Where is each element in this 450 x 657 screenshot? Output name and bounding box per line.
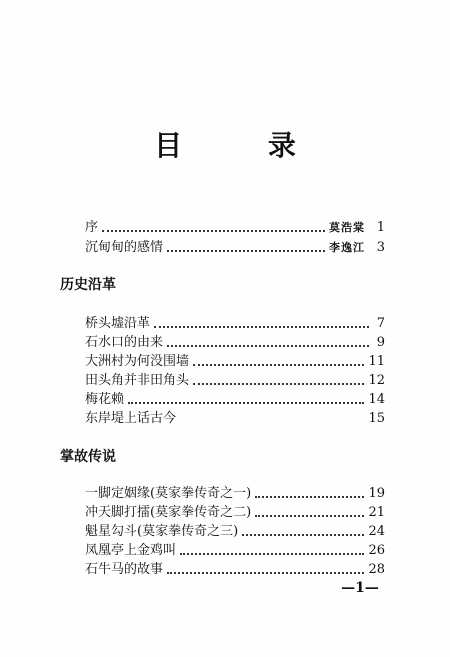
section-heading-legends: 掌故传说 — [60, 449, 116, 465]
dot-leader — [154, 326, 369, 328]
dot-leader — [193, 383, 364, 385]
toc-entry-page: 12 — [368, 373, 385, 388]
toc-entry-page: 19 — [368, 486, 385, 501]
toc-entry — [85, 503, 385, 523]
toc-entry-label: 沉甸甸的感情 — [85, 240, 164, 255]
toc-entry — [85, 484, 385, 504]
dot-leader — [242, 534, 364, 536]
toc-entry-preface — [85, 218, 385, 238]
dot-leader — [167, 345, 369, 347]
dot-leader — [193, 364, 364, 366]
toc-entry-label: 桥头墟沿革 — [85, 316, 151, 331]
dot-leader — [102, 230, 325, 232]
toc-entry-label: 梅花赖 — [85, 392, 125, 407]
toc-entry-author: 莫浩棠 — [329, 221, 365, 234]
toc-entry — [85, 333, 385, 353]
toc-entry — [85, 352, 385, 372]
toc-entry-author: 李逸江 — [329, 241, 365, 254]
toc-entry — [85, 371, 385, 391]
toc-entry-label: 石水口的由来 — [85, 335, 164, 350]
toc-entry — [85, 390, 385, 410]
dot-leader — [180, 553, 364, 555]
toc-entry-page: 28 — [368, 562, 385, 577]
toc-entry-page: 24 — [368, 524, 385, 539]
toc-entry-page: 26 — [368, 543, 385, 558]
toc-entry — [85, 541, 385, 561]
dot-leader — [255, 515, 364, 517]
toc-entry-page: 21 — [368, 505, 385, 520]
toc-entry-page: 15 — [368, 411, 385, 426]
toc-entry-page: 1 — [376, 220, 385, 235]
toc-entry-page: 3 — [376, 240, 385, 255]
toc-entry-page: 11 — [368, 354, 385, 369]
toc-entry-label: 冲天脚打擂(莫家拳传奇之二) — [85, 505, 252, 520]
dot-leader — [128, 402, 364, 404]
toc-entry-page: 7 — [376, 316, 385, 331]
toc-entry-page: 9 — [376, 335, 385, 350]
toc-entry-page: 14 — [368, 392, 385, 407]
page-title: 目 录 — [154, 129, 334, 162]
page-number-footer: —1— — [341, 580, 379, 596]
toc-entry-label: 凤凰亭上金鸡叫 — [85, 543, 177, 558]
toc-entry-label: 东岸堤上话古今 — [85, 411, 177, 426]
toc-entry — [85, 409, 385, 429]
dot-leader — [167, 572, 364, 574]
toc-entry-label: 大洲村为何没围墙 — [85, 354, 190, 369]
toc-entry-feelings — [85, 238, 385, 258]
dot-leader — [167, 250, 325, 252]
toc-entry-label: 石牛马的故事 — [85, 562, 164, 577]
toc-entry-label: 一脚定姻缘(莫家拳传奇之一) — [85, 486, 252, 501]
section-heading-history: 历史沿革 — [60, 277, 116, 293]
toc-entry-label: 魁星勾斗(莫家拳传奇之三) — [85, 524, 239, 539]
dot-leader — [255, 496, 364, 498]
toc-entry — [85, 560, 385, 580]
toc-entry-label: 田头角并非田角头 — [85, 373, 190, 388]
toc-entry-label: 序 — [85, 220, 99, 235]
toc-entry — [85, 314, 385, 334]
toc-entry — [85, 522, 385, 542]
